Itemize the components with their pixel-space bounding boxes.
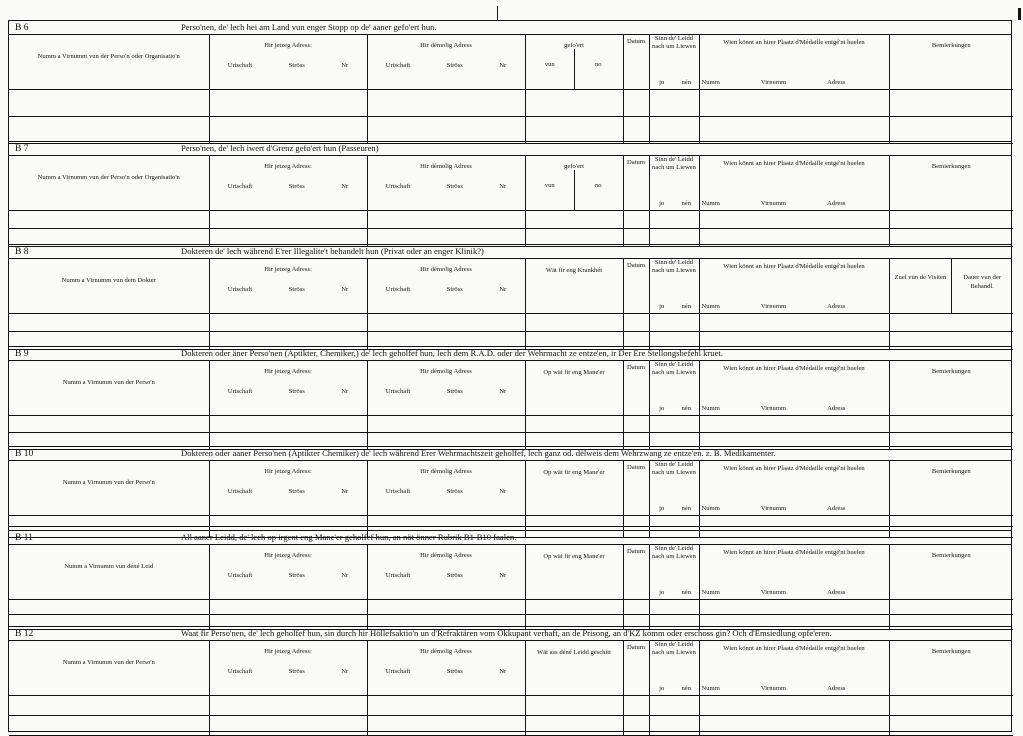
entry-cell[interactable] [209, 695, 367, 715]
section-title: Dokteren de' lech während E'rer Illegalite't behandelt hun (Privat oder an enger Klinik?) [181, 246, 484, 256]
former-address-header: Hir démolig Adress Urtschaft Ströss Nr [367, 361, 525, 415]
remarks-header: Bemierkungen [889, 156, 1013, 210]
entry-cell[interactable] [367, 515, 525, 526]
entry-cell[interactable] [623, 116, 649, 143]
entry-cell[interactable] [699, 515, 889, 526]
current-address-header: Hir jetzeg Adress: Urtschaft Ströss Nr [209, 156, 367, 210]
entry-cell[interactable] [525, 599, 623, 614]
section-titlebar [9, 245, 1011, 259]
entry-cell[interactable] [525, 715, 623, 735]
entry-cell[interactable] [525, 116, 623, 143]
entry-cell[interactable] [889, 313, 1013, 331]
entry-cell[interactable] [209, 313, 367, 331]
section-b8 [8, 244, 1012, 346]
alive-header: Sinn de' Leidd nach um Liewen jo nén [649, 361, 699, 415]
entry-cell[interactable] [209, 116, 367, 143]
entry-cell[interactable] [209, 210, 367, 228]
entry-cell[interactable] [649, 415, 699, 432]
entry-cell[interactable] [525, 415, 623, 432]
date-header: Datum [623, 545, 649, 599]
entry-cell[interactable] [367, 116, 525, 143]
section-title: Dokteren oder äner Perso'nen (Aptikter, Chemiker,) de' lech geholfef hun, lech dem R.A.D. oder der Wehrmacht ze entze'en, ir Der Ere Stellongsbefehl kruet. [181, 348, 723, 358]
entry-cell[interactable] [699, 695, 889, 715]
table-row[interactable] [9, 313, 1013, 331]
alive-header: Sinn de' Leidd nach um Liewen jo nén [649, 35, 699, 89]
section-b12 [8, 626, 1012, 732]
entry-cell[interactable] [699, 116, 889, 143]
section-title: Perso'nen, de' lech hei am Land vun enger Stopp op de' aaner gefo'ert hun. [181, 22, 437, 32]
table-row[interactable] [9, 715, 1013, 735]
section-table [9, 545, 1013, 630]
entry-cell[interactable] [209, 715, 367, 735]
medal-recipient-header: Wien könnt an hirer Plaatz d'Médaille entgé'nt huelen Numm Virnumm Adress [699, 545, 889, 599]
former-address-header: Hir démolig Adress Urtschaft Ströss Nr [367, 641, 525, 695]
entry-cell[interactable] [623, 415, 649, 432]
detail-header: Op wät fir eng Mane'er [525, 361, 623, 415]
date-header: Datum [623, 641, 649, 695]
current-address-header: Hir jetzeg Adress: Urtschaft Ströss Nr [209, 259, 367, 313]
entry-cell[interactable] [649, 515, 699, 526]
entry-cell[interactable] [9, 695, 209, 715]
entry-cell[interactable] [623, 210, 649, 228]
table-row[interactable] [9, 116, 1013, 143]
name-header: Numm a Virnumm vun déné Leid [9, 545, 209, 599]
medal-recipient-header: Wien könnt an hirer Plaatz d'Médaille entgé'nt huelen Numm Virnumm Adress [699, 361, 889, 415]
section-titlebar [9, 142, 1011, 156]
section-table [9, 259, 1013, 350]
entry-cell[interactable] [367, 715, 525, 735]
entry-cell[interactable] [9, 89, 209, 116]
section-table [9, 361, 1013, 450]
entry-cell[interactable] [649, 210, 699, 228]
section-titlebar [9, 347, 1011, 361]
section-table [9, 641, 1013, 736]
current-address-header: Hir jetzeg Adress: Urtschaft Ströss Nr [209, 545, 367, 599]
date-header: Datum [623, 259, 649, 313]
entry-cell[interactable] [9, 313, 209, 331]
entry-cell[interactable] [889, 695, 1013, 715]
medal-recipient-header: Wien könnt an hirer Plaatz d'Médaille entgé'nt huelen Numm Virnumm Adress [699, 156, 889, 210]
entry-cell[interactable] [649, 695, 699, 715]
section-code: B 11 [15, 533, 33, 543]
entry-cell[interactable] [367, 313, 525, 331]
section-titlebar [9, 447, 1011, 461]
name-header: Numm a Virnumm vun der Perso'n [9, 361, 209, 415]
section-table [9, 156, 1013, 247]
section-code: B 10 [15, 449, 34, 459]
table-row[interactable] [9, 695, 1013, 715]
table-row[interactable] [9, 89, 1013, 116]
section-code: B 7 [15, 144, 29, 154]
entry-cell[interactable] [9, 599, 209, 614]
entry-cell[interactable] [367, 415, 525, 432]
name-header: Numm a Virnumm vun der Perso'n [9, 461, 209, 515]
form-sheet [8, 20, 1012, 732]
section-title: Waat fir Perso'nen, de' lech geholfef hun, sin durch hir Höllefsaktio'n un d'Refraktären vom Okkupant verhaft, an de Prisong, an d'KZ komm oder erschoss gin? Och d'Emsiedlung opfe'eren. [181, 628, 832, 638]
table-row[interactable] [9, 515, 1013, 526]
table-row[interactable] [9, 210, 1013, 228]
section-table [9, 461, 1013, 538]
section-titlebar [9, 627, 1011, 641]
right-registration-mark [1018, 8, 1021, 20]
medal-recipient-header: Wien könnt an hirer Plaatz d'Médaille entgé'nt huelen Numm Virnumm Adress [699, 641, 889, 695]
entry-cell[interactable] [9, 116, 209, 143]
section-b6 [8, 20, 1012, 141]
entry-cell[interactable] [889, 116, 1013, 143]
entry-cell[interactable] [699, 715, 889, 735]
former-address-header: Hir démolig Adress Urtschaft Ströss Nr [367, 259, 525, 313]
name-header: Numm a Virnumm vun dem Dokter [9, 259, 209, 313]
detail-header: Op wät fir eng Mane'er [525, 461, 623, 515]
remarks-header: Bemierkungen [889, 461, 1013, 515]
medal-recipient-header: Wien könnt an hirer Plaatz d'Médaille entgé'nt huelen Numm Virnumm Adress [699, 259, 889, 313]
transport-header: gefo'ert vun no [525, 156, 623, 210]
table-row[interactable] [9, 415, 1013, 432]
entry-cell[interactable] [9, 415, 209, 432]
remarks-header: Bemierkungen [889, 35, 1013, 89]
entry-cell[interactable] [525, 313, 623, 331]
entry-cell[interactable] [623, 715, 649, 735]
former-address-header: Hir démolig Adress Urtschaft Ströss Nr [367, 156, 525, 210]
entry-cell[interactable] [9, 715, 209, 735]
section-b10 [8, 446, 1012, 530]
alive-header: Sinn de' Leidd nach um Liewen jo nén [649, 156, 699, 210]
remarks-header: Bemierkungen [889, 361, 1013, 415]
table-row[interactable] [9, 599, 1013, 614]
entry-cell[interactable] [623, 599, 649, 614]
current-address-header: Hir jetzeg Adress: Urtschaft Ströss Nr [209, 461, 367, 515]
entry-cell[interactable] [699, 89, 889, 116]
name-header: Numm a Virnumm vun der Perso'n oder Organisatio'n [9, 156, 209, 210]
section-table [9, 35, 1013, 144]
former-address-header: Hir démolig Adress Urtschaft Ströss Nr [367, 461, 525, 515]
section-b9 [8, 346, 1012, 446]
section-titlebar [9, 21, 1011, 35]
section-title: All aaner Leidd, de' lech op irgent eng Mane'er geholfef hun, an nöt önner Rubrik B1-B10 faalen. [181, 532, 517, 542]
entry-cell[interactable] [623, 515, 649, 526]
entry-cell[interactable] [699, 415, 889, 432]
entry-cell[interactable] [699, 599, 889, 614]
date-header: Datum [623, 361, 649, 415]
entry-cell[interactable] [699, 313, 889, 331]
entry-cell[interactable] [889, 210, 1013, 228]
entry-cell[interactable] [889, 415, 1013, 432]
alive-header: Sinn de' Leidd nach um Liewen jo nén [649, 259, 699, 313]
section-title: Dokteren oder aaner Perso'nen (Aptikter Chemiker) de' lech während Erer Wehrmachtszeit geholfef, lech ganz od. dëlweis dem Wehrzwang ze entze'en. z. B. Medikamenter. [181, 448, 776, 458]
section-title: Perso'nen, de' lech iwert d'Grenz gefo'ert hun (Passeuren) [181, 143, 379, 153]
entry-cell[interactable] [623, 695, 649, 715]
top-registration-mark [497, 6, 498, 20]
section-b7 [8, 141, 1012, 244]
alive-header: Sinn de' Leidd nach um Liewen jo nén [649, 545, 699, 599]
entry-cell[interactable] [649, 715, 699, 735]
medal-recipient-header: Wien könnt an hirer Plaatz d'Médaille entgé'nt huelen Numm Virnumm Adress [699, 35, 889, 89]
entry-cell[interactable] [525, 695, 623, 715]
entry-cell[interactable] [209, 415, 367, 432]
entry-cell[interactable] [9, 515, 209, 526]
section-titlebar [9, 531, 1011, 545]
entry-cell[interactable] [889, 89, 1013, 116]
detail-header: Wät ass déné Leidd geschitt [525, 641, 623, 695]
entry-cell[interactable] [209, 599, 367, 614]
name-header: Numm a Virnumm vun der Perso'n [9, 641, 209, 695]
entry-cell[interactable] [367, 695, 525, 715]
entry-cell[interactable] [889, 515, 1013, 526]
entry-cell[interactable] [623, 89, 649, 116]
alive-header: Sinn de' Leidd nach um Liewen jo nén [649, 461, 699, 515]
date-header: Datum [623, 156, 649, 210]
entry-cell[interactable] [9, 210, 209, 228]
current-address-header: Hir jetzeg Adress: Urtschaft Ströss Nr [209, 361, 367, 415]
former-address-header: Hir démolig Adress Urtschaft Ströss Nr [367, 545, 525, 599]
entry-cell[interactable] [367, 599, 525, 614]
alive-header: Sinn de' Leidd nach um Liewen jo nén [649, 641, 699, 695]
entry-cell[interactable] [623, 313, 649, 331]
entry-cell[interactable] [649, 116, 699, 143]
former-address-header: Hir démolig Adress Urtschaft Ströss Nr [367, 35, 525, 89]
section-code: B 8 [15, 247, 29, 257]
entry-cell[interactable] [889, 715, 1013, 735]
entry-cell[interactable] [367, 210, 525, 228]
remarks-header: Bemierkungen [889, 545, 1013, 599]
entry-cell[interactable] [649, 313, 699, 331]
section-b11 [8, 530, 1012, 626]
entry-cell[interactable] [367, 89, 525, 116]
entry-cell[interactable] [209, 89, 367, 116]
current-address-header: Hir jetzeg Adress: Urtschaft Ströss Nr [209, 641, 367, 695]
entry-cell[interactable] [525, 210, 623, 228]
entry-cell[interactable] [209, 515, 367, 526]
entry-cell[interactable] [649, 89, 699, 116]
date-header: Datum [623, 35, 649, 89]
section-code: B 12 [15, 629, 34, 639]
entry-cell[interactable] [525, 515, 623, 526]
medal-recipient-header: Wien könnt an hirer Plaatz d'Médaille entgé'nt huelen Numm Virnumm Adress [699, 461, 889, 515]
entry-cell[interactable] [699, 210, 889, 228]
detail-header: Op wät fir eng Mane'er [525, 545, 623, 599]
date-header: Datum [623, 461, 649, 515]
entry-cell[interactable] [649, 599, 699, 614]
name-header: Numm a Virnumm vun der Perso'n oder Organisatio'n [9, 35, 209, 89]
section-code: B 9 [15, 349, 29, 359]
visits-header: Zuel vun de Visiten Dauer vun der Behandl. [889, 259, 1013, 313]
current-address-header: Hir jetzeg Adress: Urtschaft Ströss Nr [209, 35, 367, 89]
remarks-header: Bemierkungen [889, 641, 1013, 695]
transport-header: gefo'ert vun no [525, 35, 623, 89]
detail-header: Wät fir eng Krankhét [525, 259, 623, 313]
entry-cell[interactable] [889, 599, 1013, 614]
section-code: B 6 [15, 23, 29, 33]
entry-cell[interactable] [525, 89, 623, 116]
